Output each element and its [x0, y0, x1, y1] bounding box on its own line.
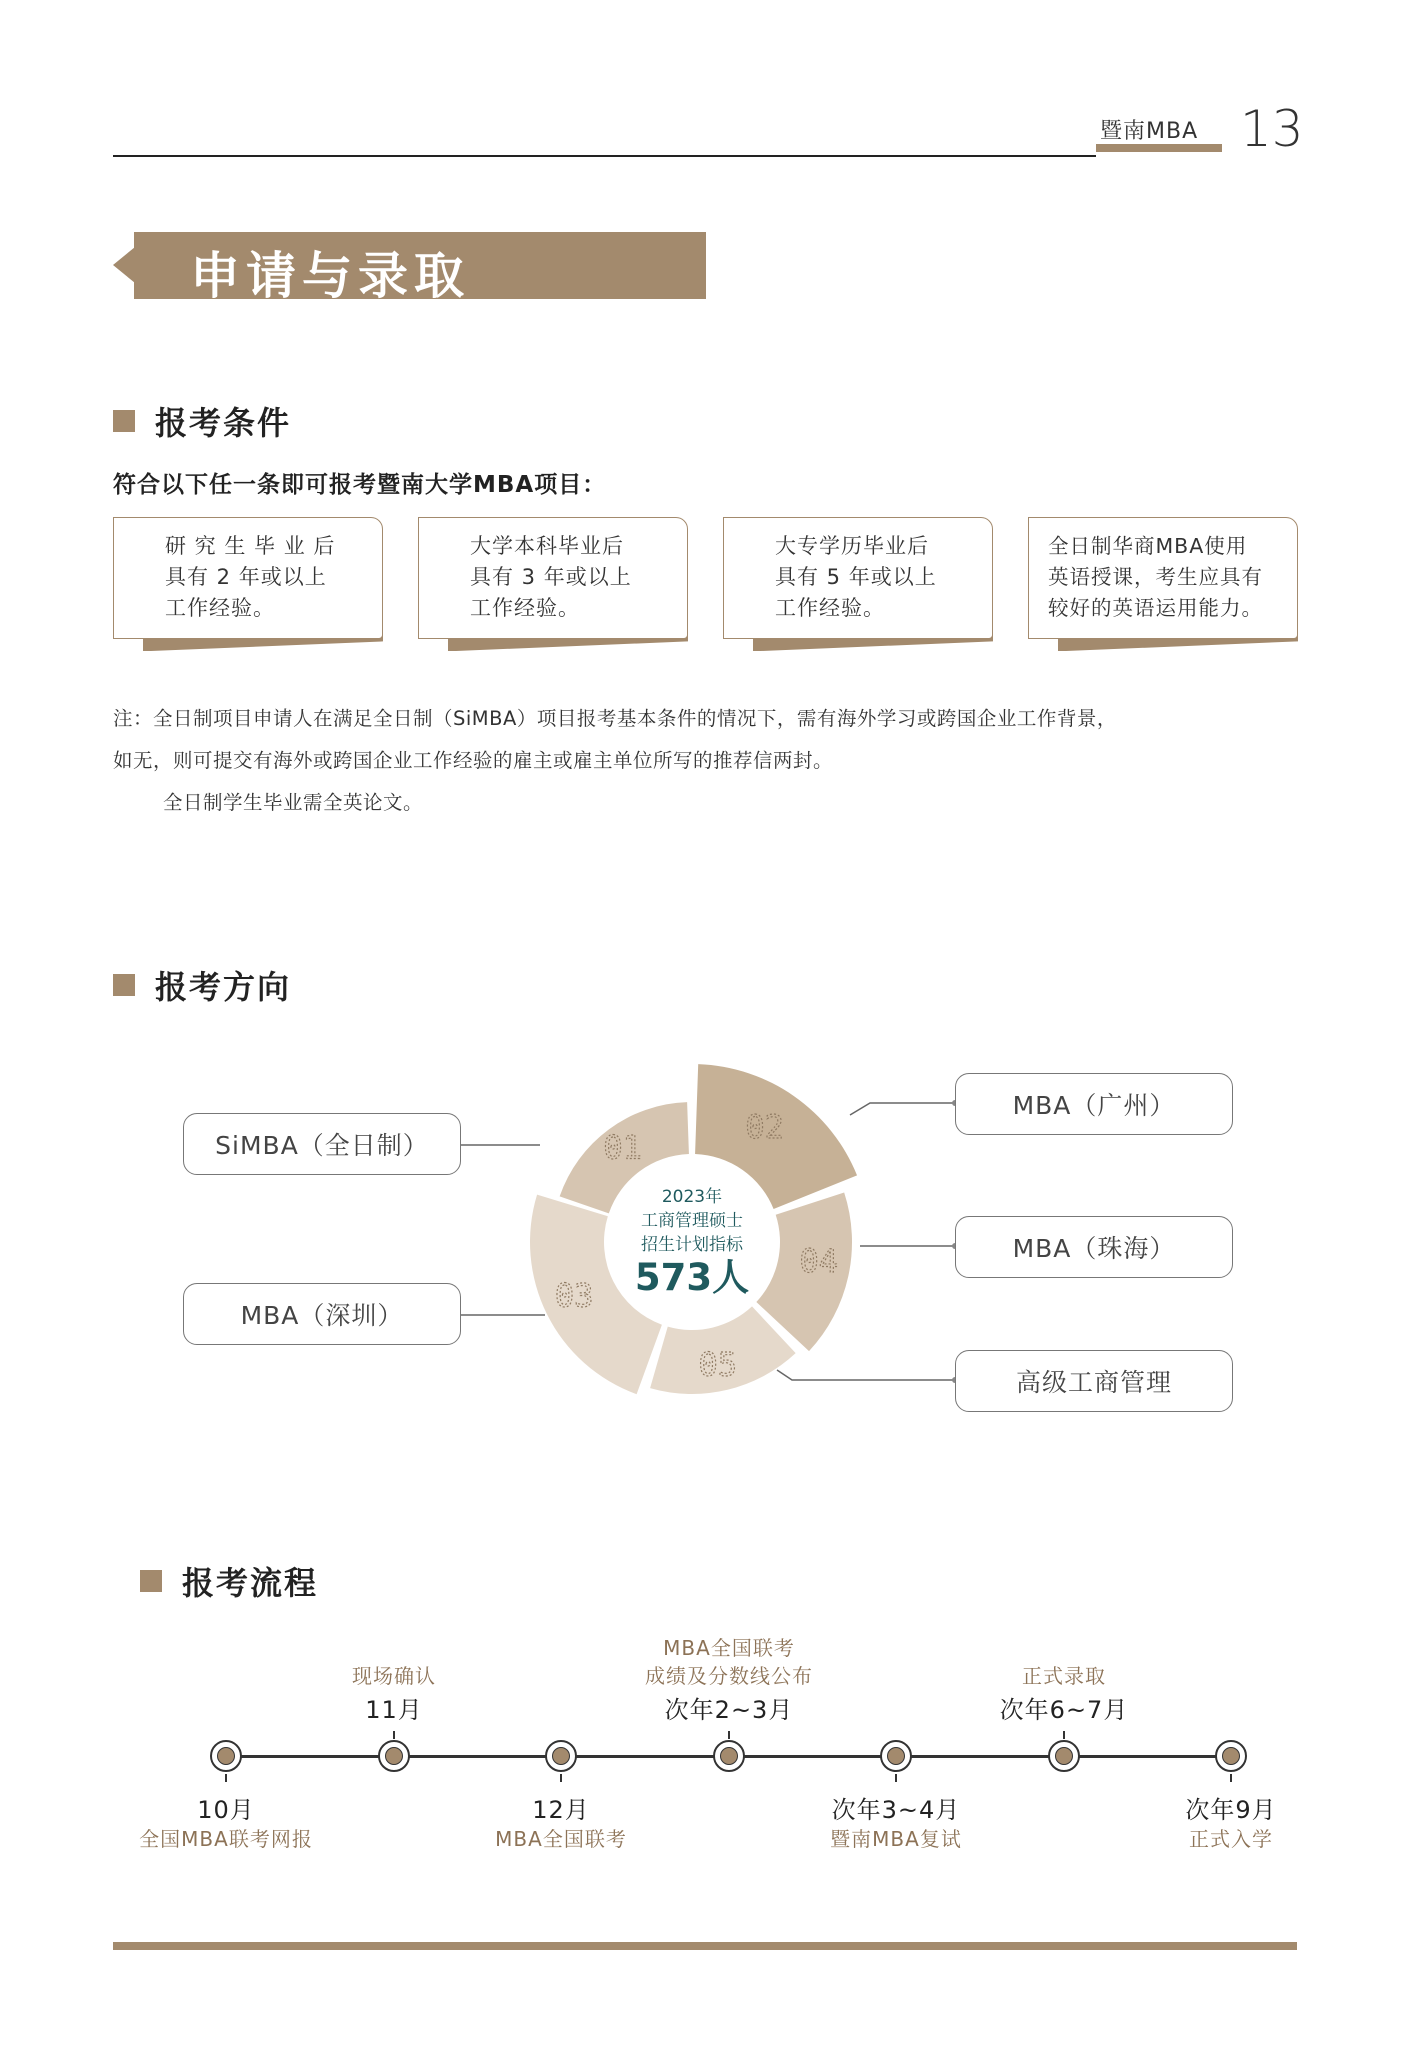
footer-bar [113, 1942, 1297, 1950]
donut-label-02: 02 [745, 1107, 784, 1146]
tag-guangzhou: MBA（广州） [955, 1073, 1233, 1135]
timeline-tick [225, 1774, 227, 1782]
timeline-node [1215, 1740, 1247, 1772]
step-month: 次年3~4月 [831, 1796, 961, 1824]
card-line: 工作经验。 [775, 596, 885, 620]
tag-zhuhai: MBA（珠海） [955, 1216, 1233, 1278]
timeline-node [545, 1740, 577, 1772]
header-brand: 暨南MBA [1100, 119, 1199, 144]
timeline-node [210, 1740, 242, 1772]
timeline-tick [728, 1731, 730, 1739]
center-line1: 工商管理硕士 [641, 1211, 743, 1231]
step-month: 次年2~3月 [664, 1696, 794, 1724]
step-event: MBA全国联考 [495, 1827, 627, 1851]
step-event: 正式录取 [1022, 1664, 1106, 1688]
page-title: 申请与录取 [190, 247, 470, 305]
step-month: 次年9月 [1185, 1796, 1277, 1824]
step-month: 次年6~7月 [999, 1696, 1129, 1724]
tag-simba: SiMBA（全日制） [183, 1113, 461, 1175]
page-number: 13 [1240, 100, 1304, 158]
card-line: 具有 3 年或以上 [470, 565, 632, 589]
timeline-step-4 [645, 1634, 813, 1725]
connector-emba [777, 1370, 955, 1380]
donut-label-04: 04 [799, 1241, 839, 1280]
donut-label-05: 05 [698, 1345, 738, 1384]
timeline-tick [393, 1731, 395, 1739]
card-line: 研 究 生 毕 业 后 [165, 534, 336, 558]
card-line: 大学本科毕业后 [470, 534, 624, 558]
card-line: 具有 5 年或以上 [775, 565, 937, 589]
card-line: 工作经验。 [165, 596, 275, 620]
step-month: 12月 [532, 1796, 590, 1824]
section-title: 报考流程 [182, 1564, 319, 1602]
connector-gz [850, 1103, 955, 1115]
timeline-tick [1063, 1731, 1065, 1739]
section-process [140, 1558, 318, 1604]
card-line: 英语授课，考生应具有 [1048, 565, 1263, 589]
timeline-tick [560, 1774, 562, 1782]
timeline-node [1048, 1740, 1080, 1772]
timeline-step-1 [139, 1790, 313, 1853]
note-line: 如无，则可提交有海外或跨国企业工作经验的雇主或雇主单位所写的推荐信两封。 [113, 749, 834, 772]
timeline-tick [895, 1774, 897, 1782]
step-event: 现场确认 [352, 1664, 436, 1688]
section-title: 报考条件 [155, 404, 292, 442]
card-line: 具有 2 年或以上 [165, 565, 327, 589]
timeline-step-7 [1185, 1790, 1276, 1853]
note-line: 注：全日制项目申请人在满足全日制（SiMBA）项目报考基本条件的情况下，需有海外学习或跨国企业工作背景， [113, 707, 1117, 730]
step-event: 全国MBA联考网报 [139, 1827, 313, 1851]
donut-label-01: 01 [603, 1128, 642, 1167]
timeline-step-6 [1000, 1662, 1129, 1725]
timeline-node [880, 1740, 912, 1772]
timeline-node [713, 1740, 745, 1772]
step-event: 成绩及分数线公布 [645, 1664, 813, 1688]
section-marker [140, 1570, 162, 1592]
section-title: 报考方向 [155, 968, 292, 1006]
center-count: 573人 [634, 1256, 750, 1299]
step-event: 正式入学 [1189, 1827, 1273, 1851]
step-month: 10月 [197, 1796, 255, 1824]
center-line2: 招生计划指标 [641, 1235, 743, 1255]
card-line: 工作经验。 [470, 596, 580, 620]
note-line: 全日制学生毕业需全英论文。 [163, 791, 424, 814]
donut-label-03: 03 [554, 1276, 594, 1315]
timeline-tick [1230, 1774, 1232, 1782]
timeline-step-5 [830, 1790, 962, 1853]
card-line: 大专学历毕业后 [775, 534, 929, 558]
timeline-step-3 [495, 1790, 627, 1853]
center-year: 2023年 [661, 1187, 723, 1207]
step-event: 暨南MBA复试 [830, 1827, 962, 1851]
timeline-node [378, 1740, 410, 1772]
step-month: 11月 [365, 1696, 423, 1724]
tag-emba: 高级工商管理 [955, 1350, 1233, 1412]
timeline-step-2 [352, 1662, 436, 1725]
tag-shenzhen: MBA（深圳） [183, 1283, 461, 1345]
step-event: MBA全国联考 [663, 1636, 795, 1660]
card-line: 较好的英语运用能力。 [1048, 596, 1263, 620]
conditions-intro: 符合以下任一条即可报考暨南大学MBA项目： [113, 472, 607, 498]
card-line: 全日制华商MBA使用 [1048, 534, 1248, 558]
